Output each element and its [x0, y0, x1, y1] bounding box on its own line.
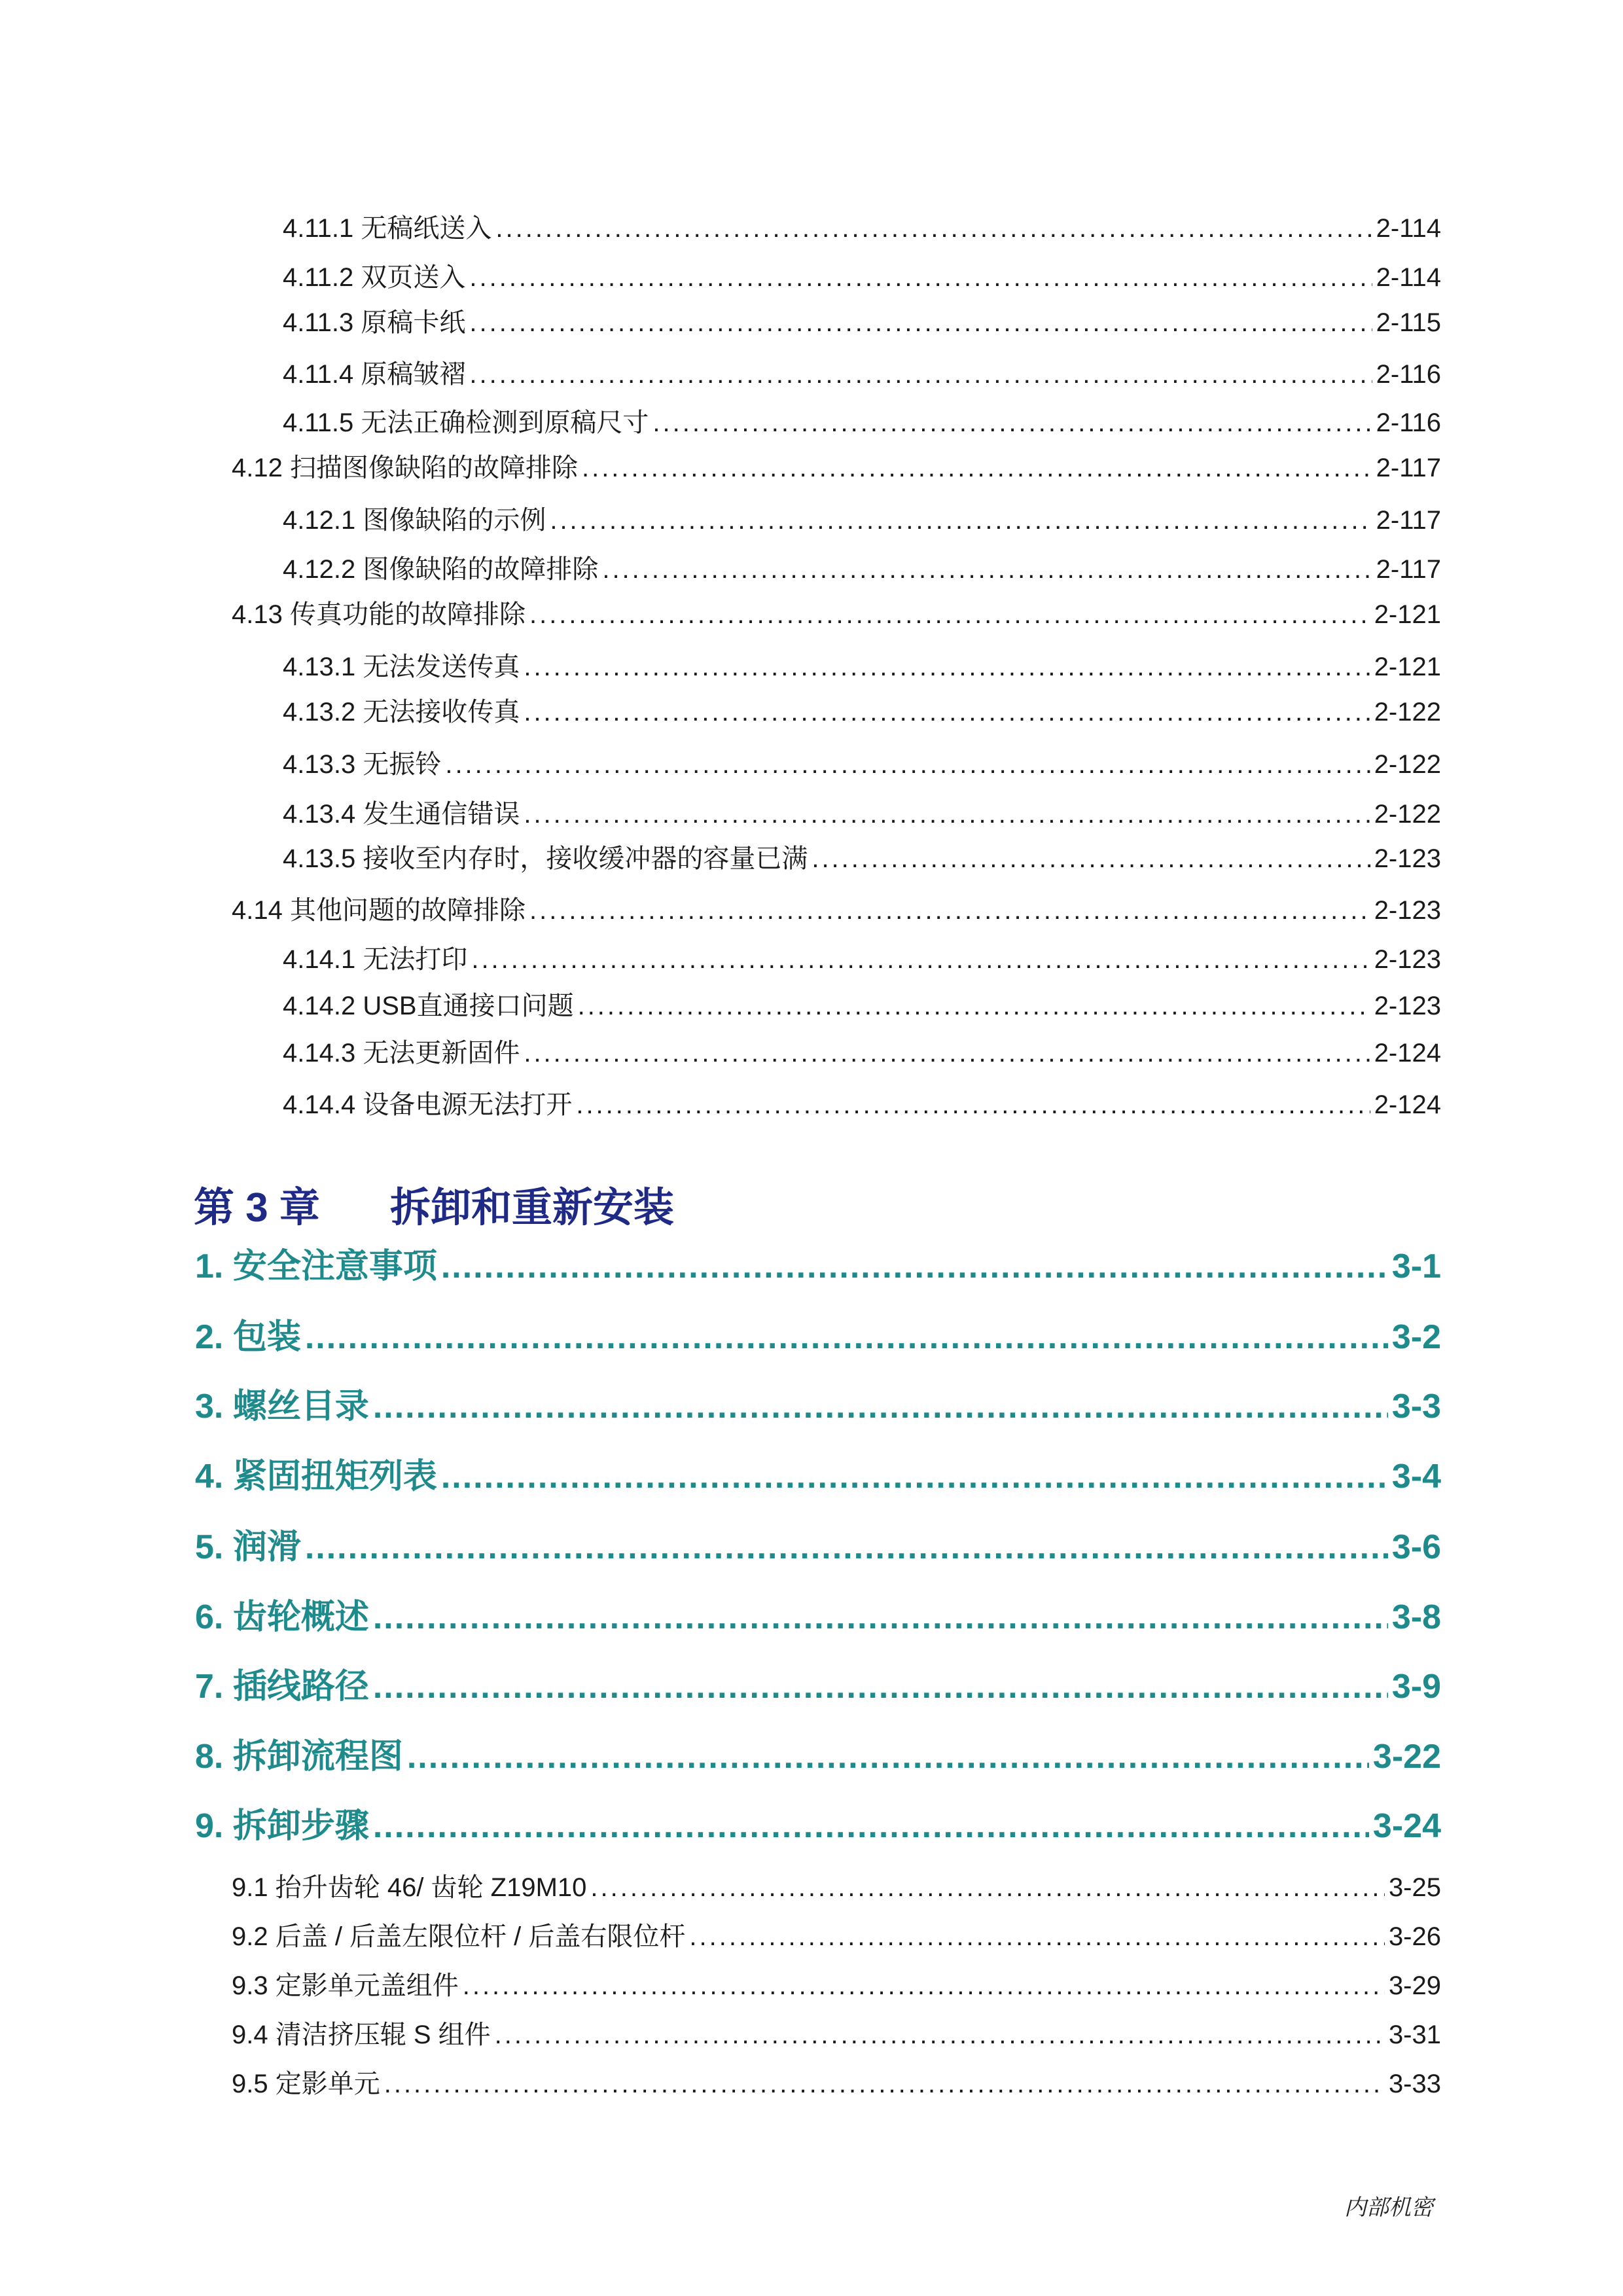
toc-entry-page: 2-122 — [1374, 698, 1441, 726]
toc-entry-title: 9. 拆卸步骤 — [195, 1807, 369, 1845]
toc-entry[interactable] — [195, 1729, 1441, 1778]
toc-entry-title: 4.13.5 接收至内存时，接收缓冲器的容量已满 — [283, 844, 808, 873]
dot-leader — [305, 1528, 1388, 1567]
toc-entry[interactable] — [232, 1916, 1441, 1953]
toc-entry-page: 3-33 — [1388, 2070, 1441, 2098]
toc-entry-title: 4.14.2 USB直通接口问题 — [283, 992, 574, 1020]
toc-entry-page: 3-1 — [1391, 1247, 1441, 1285]
dot-leader — [689, 1922, 1385, 1952]
toc-entry-page: 2-123 — [1374, 945, 1441, 974]
toc-entry-title: 4.12.1 图像缺陷的示例 — [283, 506, 546, 535]
toc-entry-page: 2-121 — [1374, 600, 1441, 629]
dot-leader — [602, 555, 1372, 584]
toc-entry[interactable] — [232, 1965, 1441, 2002]
dot-leader — [445, 750, 1370, 780]
toc-entry-title: 9.2 后盖 / 后盖左限位杆 / 后盖右限位杆 — [232, 1922, 686, 1951]
toc-entry[interactable] — [283, 353, 1441, 391]
dot-leader — [463, 1971, 1385, 2001]
dot-leader — [590, 1873, 1385, 1903]
dot-leader — [469, 308, 1372, 338]
toc-entry-page: 3-25 — [1388, 1873, 1441, 1902]
toc-entry-title: 4.13 传真功能的故障排除 — [232, 600, 526, 629]
dot-leader — [469, 263, 1372, 293]
confidential-footer: 内部机密 — [1344, 2195, 1433, 2220]
toc-entry-title: 4.11.5 无法正确检测到原稿尺寸 — [283, 408, 649, 437]
dot-leader — [524, 1039, 1370, 1068]
toc-entry-title: 9.1 抬升齿轮 46/ 齿轮 Z19M10 — [232, 1873, 587, 1902]
dot-leader — [495, 214, 1372, 243]
toc-entry-title: 6. 齿轮概述 — [195, 1598, 369, 1636]
toc-entry[interactable] — [195, 1589, 1441, 1638]
toc-entry-page: 2-124 — [1374, 1090, 1441, 1119]
toc-entry[interactable] — [195, 1309, 1441, 1358]
dot-leader — [550, 506, 1372, 535]
toc-entry-page: 2-123 — [1374, 844, 1441, 873]
toc-entry[interactable] — [283, 207, 1441, 245]
toc-entry[interactable] — [283, 985, 1441, 1022]
toc-entry-page: 3-2 — [1391, 1318, 1441, 1356]
toc-entry-title: 9.5 定影单元 — [232, 2070, 380, 2098]
toc-entry-page: 2-115 — [1376, 308, 1441, 337]
dot-leader — [582, 454, 1372, 483]
toc-entry-page: 3-22 — [1372, 1738, 1441, 1776]
dot-leader — [652, 408, 1372, 438]
toc-entry[interactable] — [283, 744, 1441, 781]
toc-entry-page: 3-24 — [1372, 1807, 1441, 1845]
chapter-title: 拆卸和重新安装 — [390, 1185, 675, 1230]
toc-entry-page: 2-116 — [1376, 408, 1441, 437]
toc-entry[interactable] — [283, 548, 1441, 586]
toc-entry-title: 7. 插线路径 — [195, 1668, 369, 1706]
toc-entry-title: 4.12.2 图像缺陷的故障排除 — [283, 555, 599, 584]
toc-entry-page: 3-31 — [1388, 2020, 1441, 2049]
toc-entry[interactable] — [232, 2014, 1441, 2051]
toc-entry[interactable] — [195, 1798, 1441, 1847]
toc-entry[interactable] — [232, 447, 1441, 484]
toc-entry-page: 3-3 — [1391, 1388, 1441, 1426]
toc-entry-title: 4.13.1 无法发送传真 — [283, 653, 520, 681]
toc-entry[interactable] — [283, 691, 1441, 728]
toc-entry[interactable] — [195, 1659, 1441, 1708]
dot-leader — [524, 800, 1370, 829]
dot-leader — [373, 1387, 1388, 1426]
toc-entry-page: 3-4 — [1391, 1458, 1441, 1496]
toc-entry-title: 4.11.3 原稿卡纸 — [283, 308, 466, 337]
dot-leader — [384, 2070, 1385, 2099]
toc-entry-page: 2-122 — [1374, 750, 1441, 779]
toc-entry[interactable] — [232, 594, 1441, 631]
dot-leader — [407, 1737, 1369, 1776]
toc-entry-page: 3-9 — [1391, 1668, 1441, 1706]
toc-entry[interactable] — [232, 889, 1441, 927]
dot-leader — [305, 1318, 1388, 1357]
toc-entry[interactable] — [283, 1032, 1441, 1069]
toc-entry-page: 3-6 — [1391, 1528, 1441, 1566]
dot-leader — [524, 698, 1370, 727]
toc-entry[interactable] — [283, 793, 1441, 831]
dot-leader — [495, 2020, 1385, 2050]
toc-entry-title: 4.14.1 无法打印 — [283, 945, 468, 974]
dot-leader — [471, 945, 1370, 975]
toc-entry-page: 3-29 — [1388, 1971, 1441, 2000]
toc-entry-title: 4.14.4 设备电源无法打开 — [283, 1090, 573, 1119]
toc-entry-title: 3. 螺丝目录 — [195, 1388, 369, 1426]
toc-entry[interactable] — [195, 1238, 1441, 1287]
dot-leader — [469, 360, 1372, 389]
toc-entry-page: 2-124 — [1374, 1039, 1441, 1067]
toc-entry[interactable] — [232, 1867, 1441, 1904]
toc-entry[interactable] — [283, 499, 1441, 537]
toc-entry-title: 4.14.3 无法更新固件 — [283, 1039, 520, 1067]
toc-entry-title: 4.11.2 双页送入 — [283, 263, 466, 292]
toc-entry-title: 8. 拆卸流程图 — [195, 1738, 403, 1776]
dot-leader — [529, 600, 1370, 630]
toc-entry[interactable] — [195, 1519, 1441, 1568]
toc-entry[interactable] — [283, 1084, 1441, 1121]
toc-entry[interactable] — [283, 402, 1441, 439]
toc-entry-title: 4.13.3 无振铃 — [283, 750, 442, 779]
toc-entry-page: 2-117 — [1376, 454, 1441, 482]
toc-entry-page: 2-122 — [1374, 800, 1441, 829]
toc-entry-page: 2-123 — [1374, 992, 1441, 1020]
toc-entry-title: 1. 安全注意事项 — [195, 1247, 437, 1285]
toc-entry[interactable] — [283, 838, 1441, 875]
toc-entry[interactable] — [195, 1448, 1441, 1498]
toc-entry-page: 3-26 — [1388, 1922, 1441, 1951]
toc-entry-page: 2-117 — [1376, 555, 1441, 584]
dot-leader — [441, 1457, 1388, 1496]
toc-entry-page: 2-117 — [1376, 506, 1441, 535]
dot-leader — [578, 992, 1370, 1021]
toc-entry-title: 4.12 扫描图像缺陷的故障排除 — [232, 454, 578, 482]
chapter-heading — [194, 1175, 674, 1233]
toc-entry-title: 4.14 其他问题的故障排除 — [232, 896, 526, 925]
toc-entry-page: 3-8 — [1391, 1598, 1441, 1636]
dot-leader — [529, 896, 1370, 925]
dot-leader — [524, 653, 1370, 682]
toc-entry-title: 4. 紧固扭矩列表 — [195, 1458, 437, 1496]
dot-leader — [373, 1598, 1388, 1637]
dot-leader — [373, 1806, 1369, 1846]
toc-entry-title: 4.11.1 无稿纸送入 — [283, 214, 492, 243]
toc-entry[interactable] — [283, 302, 1441, 339]
toc-entry-page: 2-121 — [1374, 653, 1441, 681]
toc-entry[interactable] — [195, 1378, 1441, 1427]
toc-entry-title: 4.11.4 原稿皱褶 — [283, 360, 466, 389]
toc-entry[interactable] — [283, 939, 1441, 976]
toc-entry-page: 2-116 — [1376, 360, 1441, 389]
toc-entry-title: 4.13.2 无法接收传真 — [283, 698, 520, 726]
toc-entry-title: 2. 包装 — [195, 1318, 301, 1356]
toc-entry[interactable] — [283, 257, 1441, 294]
toc-entry-page: 2-114 — [1376, 263, 1441, 292]
dot-leader — [576, 1090, 1370, 1120]
toc-entry-page: 2-123 — [1374, 896, 1441, 925]
toc-entry[interactable] — [232, 2063, 1441, 2100]
toc-entry-title: 5. 润滑 — [195, 1528, 301, 1566]
dot-leader — [441, 1247, 1388, 1286]
toc-entry-page: 2-114 — [1376, 214, 1441, 243]
toc-entry-title: 4.13.4 发生通信错误 — [283, 800, 520, 829]
dot-leader — [812, 844, 1370, 874]
chapter-number: 第 3 章 — [194, 1185, 320, 1230]
toc-entry-title: 9.3 定影单元盖组件 — [232, 1971, 459, 2000]
toc-entry[interactable] — [283, 646, 1441, 683]
toc-entry-title: 9.4 清洁挤压辊 S 组件 — [232, 2020, 491, 2049]
dot-leader — [373, 1667, 1388, 1706]
